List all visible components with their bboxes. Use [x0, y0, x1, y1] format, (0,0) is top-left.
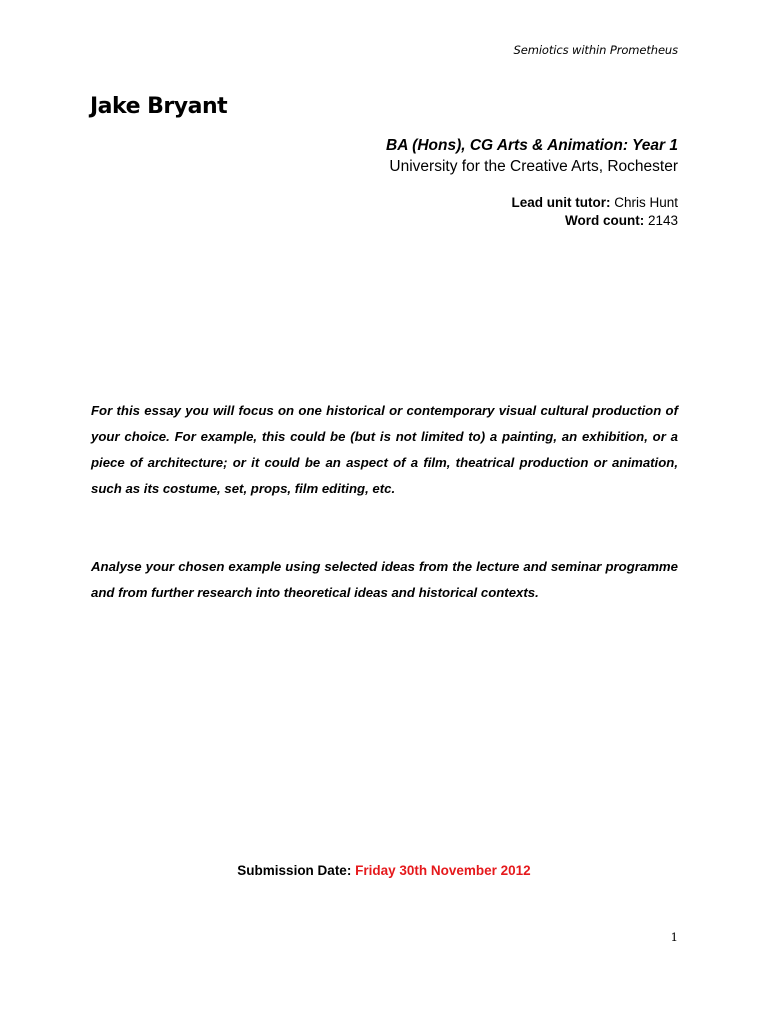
page-number: 1	[670, 930, 678, 944]
author-name: Jake Bryant	[90, 94, 228, 119]
university-name: University for the Creative Arts, Rochester	[389, 158, 678, 175]
tutor-line	[511, 195, 678, 210]
brief-paragraph-2: Analyse your chosen example using selected ideas from the lecture and seminar programme and from further research into theoretical ideas and historical contexts.	[91, 559, 678, 600]
brief-paragraph-1: For this essay you will focus on one historical or contemporary visual cultural production of your choice. For example, this could be (but is not limited to) a painting, an exhibition, or a piece of architecture; or it could be an aspect of a film, theatrical production or animation, such as its costume, set, props, film editing, etc.	[91, 403, 678, 496]
submission-date-line	[0, 863, 768, 878]
word-count-line	[565, 213, 678, 228]
word-count-label: Word count:	[564, 213, 645, 228]
submission-date-label: Submission Date:	[237, 863, 352, 878]
tutor-value: Chris Hunt	[614, 195, 678, 210]
tutor-label: Lead unit tutor:	[511, 195, 611, 210]
submission-date-value: Friday 30th November 2012	[355, 863, 531, 878]
running-header-title: Semiotics within Prometheus	[513, 43, 678, 57]
word-count-value: 2143	[647, 213, 678, 228]
course-title: BA (Hons), CG Arts & Animation: Year 1	[386, 137, 678, 154]
